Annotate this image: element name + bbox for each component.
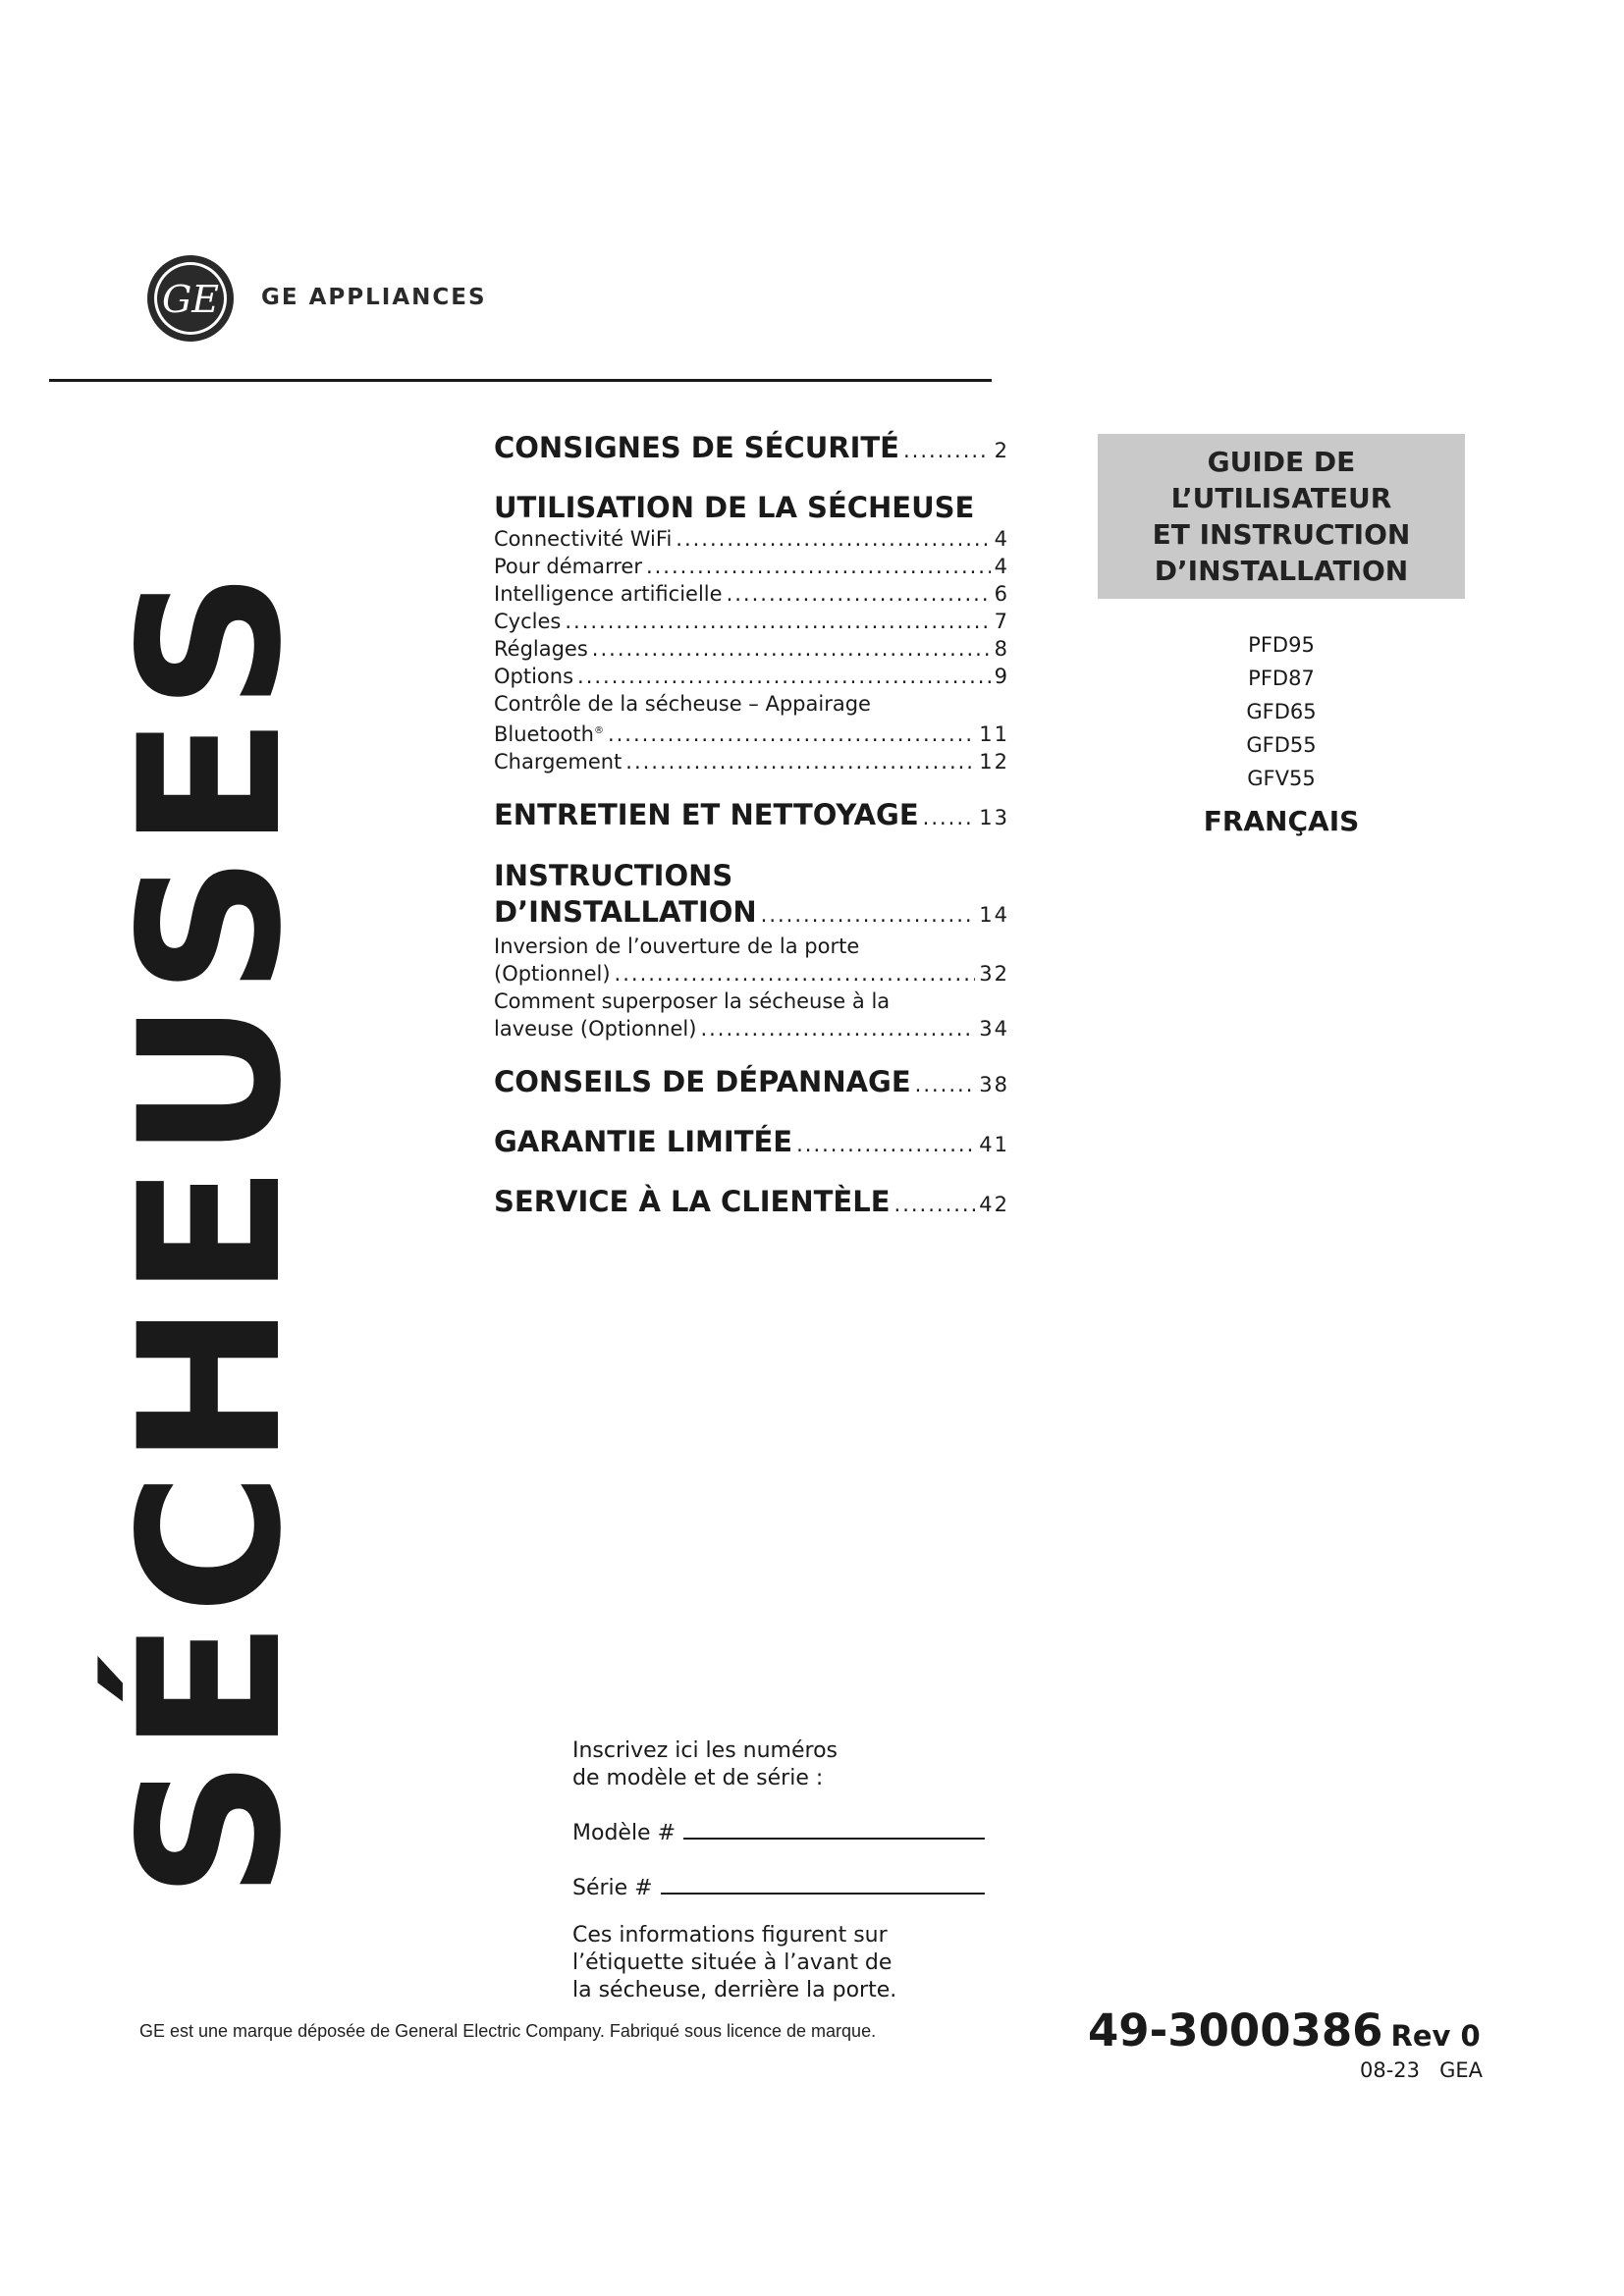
toc-entry-consignes[interactable] bbox=[494, 430, 1009, 468]
document-number-value: 49-3000386 bbox=[1088, 2004, 1383, 2056]
toc-subentry-label: Options bbox=[494, 665, 574, 688]
toc-subentry-label: laveuse (Optionnel) bbox=[494, 1017, 697, 1041]
model-number: GFD65 bbox=[1246, 700, 1317, 723]
toc-subentry-inversion[interactable] bbox=[494, 960, 1009, 988]
toc-page-number: 41 bbox=[979, 1133, 1009, 1156]
toc-subentry-label: Pour démarrer bbox=[494, 555, 642, 578]
toc-page-number: 12 bbox=[979, 750, 1009, 774]
toc-page-number: 14 bbox=[979, 903, 1009, 927]
model-number: GFD55 bbox=[1246, 733, 1317, 757]
toc-entry-label: D’INSTALLATION bbox=[494, 895, 757, 929]
toc-subentry-bluetooth[interactable] bbox=[494, 718, 1009, 748]
toc-subentry-reglages[interactable] bbox=[494, 635, 1009, 663]
toc-entry-label: GARANTIE LIMITÉE bbox=[494, 1125, 793, 1158]
model-number: PFD87 bbox=[1248, 667, 1315, 690]
toc-leader bbox=[700, 1015, 975, 1042]
record-numbers-block bbox=[572, 1737, 985, 2004]
document-code: GEA bbox=[1439, 2058, 1483, 2082]
document-date-code bbox=[1360, 2058, 1483, 2082]
toc-subentry-demarrer[interactable] bbox=[494, 553, 1009, 580]
serial-number-line bbox=[572, 1871, 985, 1902]
toc-entry-garantie[interactable] bbox=[494, 1124, 1009, 1162]
ge-logo bbox=[145, 253, 236, 344]
record-note: Ces informations figurent sur l’étiquette située à l’avant de la sécheuse, derrière la porte. bbox=[572, 1923, 897, 2002]
ge-monogram-icon bbox=[145, 253, 236, 344]
toc-page-number: 34 bbox=[979, 1017, 1009, 1041]
toc-subentry-cycles[interactable] bbox=[494, 608, 1009, 635]
model-number-line bbox=[572, 1816, 985, 1847]
toc-leader bbox=[796, 1127, 975, 1162]
toc-entry-label: UTILISATION DE LA SÉCHEUSE bbox=[494, 491, 975, 524]
toc-subentry-label: Connectivité WiFi bbox=[494, 527, 673, 551]
toc-leader bbox=[625, 748, 975, 775]
toc-leader bbox=[615, 960, 976, 988]
model-number: GFV55 bbox=[1247, 767, 1316, 790]
model-list bbox=[1098, 628, 1465, 837]
document-number bbox=[1088, 2004, 1481, 2056]
toc-entry-service[interactable] bbox=[494, 1184, 1009, 1222]
toc-leader bbox=[761, 897, 976, 933]
toc-leader bbox=[727, 580, 991, 608]
toc-page-number: 42 bbox=[979, 1193, 1009, 1216]
toc-subentry-intelligence[interactable] bbox=[494, 580, 1009, 608]
toc-entry-label: CONSEILS DE DÉPANNAGE bbox=[494, 1065, 911, 1098]
table-of-contents bbox=[494, 430, 1009, 1222]
model-number: PFD95 bbox=[1248, 633, 1315, 657]
toc-leader bbox=[577, 663, 991, 690]
toc-subentry-label: Intelligence artificielle bbox=[494, 582, 723, 606]
toc-subentry-superposer[interactable] bbox=[494, 1015, 1009, 1042]
toc-leader bbox=[646, 553, 991, 580]
top-divider bbox=[49, 379, 992, 382]
serial-number-blank[interactable] bbox=[661, 1871, 985, 1895]
toc-page-number: 4 bbox=[994, 555, 1009, 578]
toc-leader bbox=[676, 525, 990, 553]
toc-page-number: 4 bbox=[994, 527, 1009, 551]
toc-leader bbox=[903, 433, 991, 468]
model-number-blank[interactable] bbox=[683, 1816, 985, 1840]
toc-subentry-superposer-line1[interactable]: Comment superposer la sécheuse à la bbox=[494, 989, 891, 1013]
toc-entry-entretien[interactable] bbox=[494, 797, 1009, 835]
document-revision: Rev 0 bbox=[1390, 2019, 1481, 2053]
model-number-label: Modèle # bbox=[572, 1821, 677, 1845]
toc-subentry-inversion-line1[interactable]: Inversion de l’ouverture de la porte bbox=[494, 934, 860, 958]
toc-page-number: 2 bbox=[994, 439, 1009, 462]
vertical-title: SÉCHEUSES bbox=[97, 564, 324, 1899]
toc-page-number: 13 bbox=[979, 806, 1009, 829]
toc-entry-installation[interactable] bbox=[494, 894, 1009, 933]
toc-entry-label: SERVICE À LA CLIENTÈLE bbox=[494, 1185, 891, 1218]
toc-subentry-label: Réglages bbox=[494, 637, 588, 661]
toc-subentry-label: Bluetooth® bbox=[494, 722, 604, 746]
toc-page-number: 32 bbox=[979, 962, 1009, 986]
language-label: FRANÇAIS bbox=[1203, 805, 1360, 837]
toc-leader bbox=[923, 800, 976, 835]
toc-page-number: 9 bbox=[994, 665, 1009, 688]
toc-subentry-label: Cycles bbox=[494, 610, 562, 633]
toc-leader bbox=[608, 721, 975, 748]
serial-number-label: Série # bbox=[572, 1876, 653, 1900]
guide-title: GUIDE DE L’UTILISATEUR ET INSTRUCTION D’INSTALLATION bbox=[1152, 446, 1411, 587]
toc-entry-label: ENTRETIEN ET NETTOYAGE bbox=[494, 798, 919, 831]
toc-subentry-chargement[interactable] bbox=[494, 748, 1009, 775]
toc-subentry-bluetooth-line1[interactable]: Contrôle de la sécheuse – Appairage bbox=[494, 692, 871, 716]
toc-subentry-options[interactable] bbox=[494, 663, 1009, 690]
record-intro: Inscrivez ici les numéros de modèle et de série : bbox=[572, 1738, 838, 1790]
trademark-notice: GE est une marque déposée de General Electric Company. Fabriqué sous licence de marque. bbox=[139, 2021, 877, 2041]
guide-title-box bbox=[1098, 434, 1465, 599]
toc-leader bbox=[894, 1187, 976, 1222]
document-date: 08-23 bbox=[1360, 2058, 1421, 2082]
logo-text: GE bbox=[161, 278, 220, 321]
toc-subentry-label: Chargement bbox=[494, 750, 623, 774]
toc-page-number: 6 bbox=[994, 582, 1009, 606]
toc-entry-installation-line1[interactable]: INSTRUCTIONS bbox=[494, 859, 733, 892]
toc-page-number: 38 bbox=[979, 1073, 1009, 1096]
toc-subentry-label: (Optionnel) bbox=[494, 962, 611, 986]
brand-name: GE APPLIANCES bbox=[261, 285, 487, 310]
toc-entry-label: CONSIGNES DE SÉCURITÉ bbox=[494, 431, 899, 464]
toc-leader bbox=[915, 1067, 976, 1102]
toc-leader bbox=[565, 608, 990, 635]
toc-entry-utilisation[interactable] bbox=[494, 490, 1009, 525]
toc-subentry-wifi[interactable] bbox=[494, 525, 1009, 553]
toc-entry-depannage[interactable] bbox=[494, 1064, 1009, 1102]
toc-page-number: 8 bbox=[994, 637, 1009, 661]
toc-page-number: 7 bbox=[994, 610, 1009, 633]
toc-page-number: 11 bbox=[979, 722, 1009, 746]
toc-leader bbox=[592, 635, 991, 663]
